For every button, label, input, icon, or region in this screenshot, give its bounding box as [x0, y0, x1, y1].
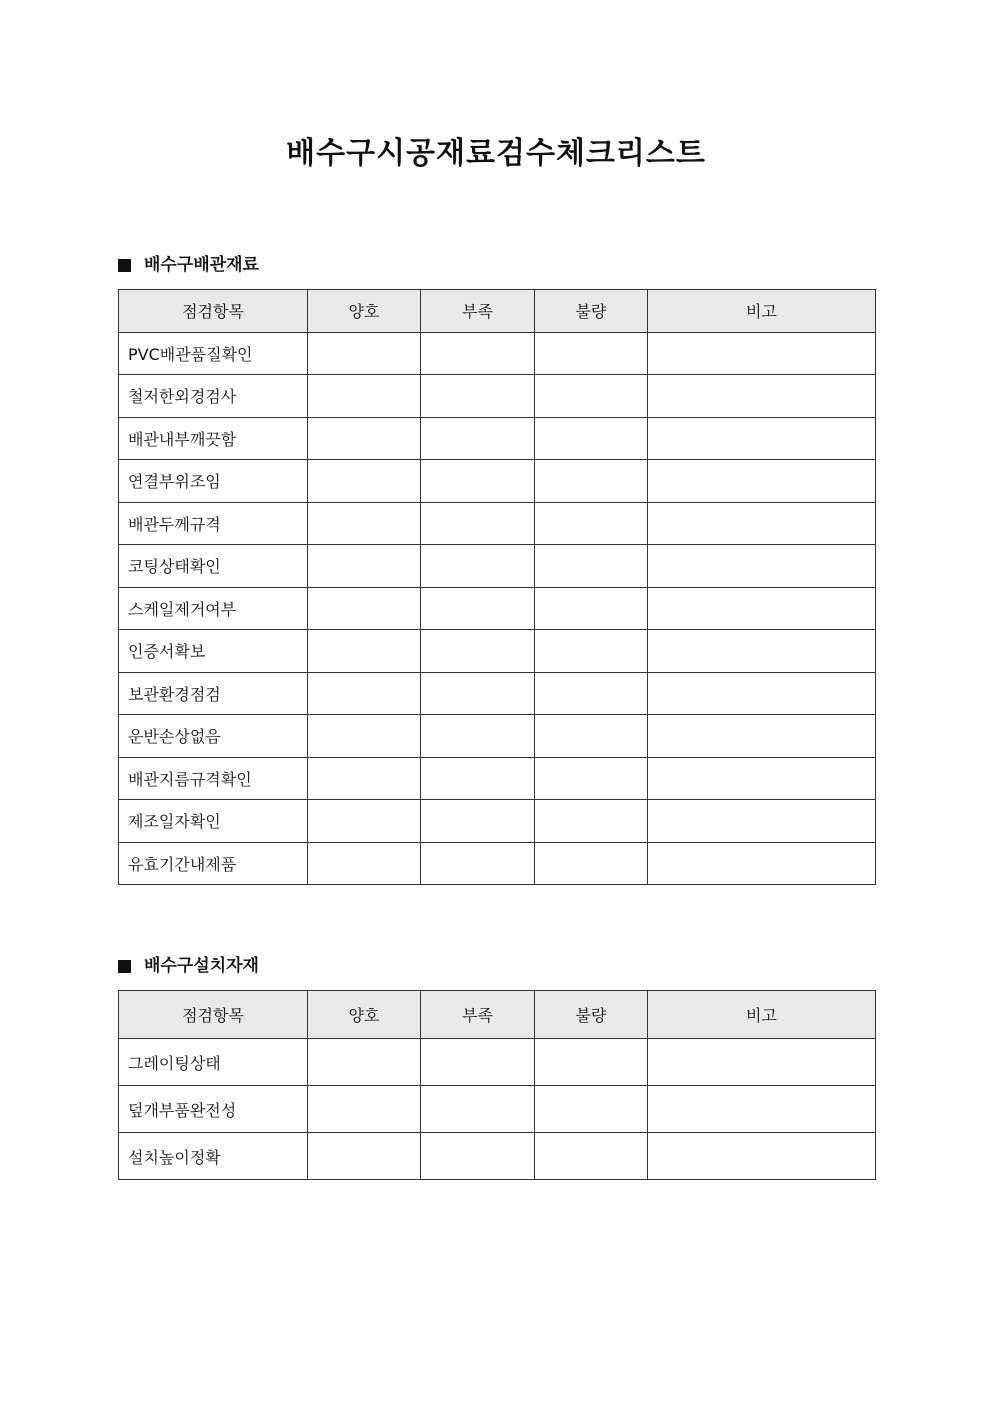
table-row: [119, 630, 876, 673]
short-check-cell[interactable]: [421, 715, 535, 758]
bad-check-cell[interactable]: [535, 1133, 648, 1180]
table-row: [119, 1086, 876, 1133]
column-header-short: 부족: [421, 991, 535, 1039]
checklist-table-drain-fixtures: [118, 990, 876, 1180]
note-cell[interactable]: [648, 332, 876, 375]
table-row: [119, 502, 876, 545]
good-check-cell[interactable]: [308, 672, 421, 715]
section-heading-pipe-materials: [118, 253, 259, 277]
note-cell[interactable]: [648, 1133, 876, 1180]
section-heading-label: 배수구배관재료: [144, 255, 259, 275]
bad-check-cell[interactable]: [535, 460, 648, 503]
bad-check-cell[interactable]: [535, 1039, 648, 1086]
bad-check-cell[interactable]: [535, 417, 648, 460]
note-cell[interactable]: [648, 842, 876, 885]
item-label: 배관두께규격: [119, 502, 308, 545]
short-check-cell[interactable]: [421, 417, 535, 460]
note-cell[interactable]: [648, 1039, 876, 1086]
bad-check-cell[interactable]: [535, 545, 648, 588]
note-cell[interactable]: [648, 587, 876, 630]
item-label: 스케일제거여부: [119, 587, 308, 630]
item-label: PVC배관품질확인: [119, 332, 308, 375]
short-check-cell[interactable]: [421, 460, 535, 503]
table-row: [119, 332, 876, 375]
short-check-cell[interactable]: [421, 545, 535, 588]
item-label: 제조일자확인: [119, 800, 308, 843]
short-check-cell[interactable]: [421, 842, 535, 885]
section-heading-drain-fixtures: [118, 954, 259, 978]
item-label: 코팅상태확인: [119, 545, 308, 588]
table-header-row: [119, 991, 876, 1039]
bad-check-cell[interactable]: [535, 672, 648, 715]
square-bullet-icon: [118, 960, 131, 973]
bad-check-cell[interactable]: [535, 375, 648, 418]
bad-check-cell[interactable]: [535, 842, 648, 885]
table-row: [119, 842, 876, 885]
short-check-cell[interactable]: [421, 672, 535, 715]
note-cell[interactable]: [648, 417, 876, 460]
item-label: 그레이팅상태: [119, 1039, 308, 1086]
short-check-cell[interactable]: [421, 375, 535, 418]
column-header-good: 양호: [308, 290, 421, 333]
section-heading-label: 배수구설치자재: [144, 956, 259, 976]
table-row: [119, 545, 876, 588]
bad-check-cell[interactable]: [535, 630, 648, 673]
table-row: [119, 1133, 876, 1180]
item-label: 연결부위조임: [119, 460, 308, 503]
table-row: [119, 375, 876, 418]
good-check-cell[interactable]: [308, 800, 421, 843]
short-check-cell[interactable]: [421, 1133, 535, 1180]
note-cell[interactable]: [648, 1086, 876, 1133]
table-row: [119, 460, 876, 503]
short-check-cell[interactable]: [421, 630, 535, 673]
page-title: 배수구시공재료검수체크리스트: [286, 136, 706, 171]
good-check-cell[interactable]: [308, 332, 421, 375]
note-cell[interactable]: [648, 375, 876, 418]
table-row: [119, 715, 876, 758]
column-header-note: 비고: [648, 290, 876, 333]
good-check-cell[interactable]: [308, 587, 421, 630]
item-label: 보관환경점검: [119, 672, 308, 715]
table-row: [119, 417, 876, 460]
note-cell[interactable]: [648, 630, 876, 673]
bad-check-cell[interactable]: [535, 587, 648, 630]
note-cell[interactable]: [648, 800, 876, 843]
good-check-cell[interactable]: [308, 842, 421, 885]
good-check-cell[interactable]: [308, 1086, 421, 1133]
bad-check-cell[interactable]: [535, 1086, 648, 1133]
short-check-cell[interactable]: [421, 757, 535, 800]
good-check-cell[interactable]: [308, 502, 421, 545]
column-header-bad: 불량: [535, 290, 648, 333]
checklist-table-pipe-materials: [118, 289, 876, 885]
column-header-good: 양호: [308, 991, 421, 1039]
good-check-cell[interactable]: [308, 460, 421, 503]
table-row: [119, 800, 876, 843]
bad-check-cell[interactable]: [535, 757, 648, 800]
item-label: 운반손상없음: [119, 715, 308, 758]
short-check-cell[interactable]: [421, 502, 535, 545]
short-check-cell[interactable]: [421, 1086, 535, 1133]
column-header-item: 점검항목: [119, 991, 308, 1039]
column-header-note: 비고: [648, 991, 876, 1039]
note-cell[interactable]: [648, 460, 876, 503]
good-check-cell[interactable]: [308, 1133, 421, 1180]
item-label: 덮개부품완전성: [119, 1086, 308, 1133]
bad-check-cell[interactable]: [535, 502, 648, 545]
good-check-cell[interactable]: [308, 375, 421, 418]
note-cell[interactable]: [648, 757, 876, 800]
item-label: 인증서확보: [119, 630, 308, 673]
note-cell[interactable]: [648, 715, 876, 758]
short-check-cell[interactable]: [421, 587, 535, 630]
short-check-cell[interactable]: [421, 332, 535, 375]
item-label: 유효기간내제품: [119, 842, 308, 885]
note-cell[interactable]: [648, 545, 876, 588]
table-header-row: [119, 290, 876, 333]
good-check-cell[interactable]: [308, 630, 421, 673]
square-bullet-icon: [118, 259, 131, 272]
item-label: 철저한외경검사: [119, 375, 308, 418]
item-label: 설치높이정확: [119, 1133, 308, 1180]
good-check-cell[interactable]: [308, 417, 421, 460]
note-cell[interactable]: [648, 502, 876, 545]
column-header-item: 점검항목: [119, 290, 308, 333]
short-check-cell[interactable]: [421, 1039, 535, 1086]
table-row: [119, 672, 876, 715]
note-cell[interactable]: [648, 672, 876, 715]
table-row: [119, 587, 876, 630]
bad-check-cell[interactable]: [535, 332, 648, 375]
bad-check-cell[interactable]: [535, 800, 648, 843]
table-row: [119, 757, 876, 800]
item-label: 배관내부깨끗함: [119, 417, 308, 460]
short-check-cell[interactable]: [421, 800, 535, 843]
bad-check-cell[interactable]: [535, 715, 648, 758]
good-check-cell[interactable]: [308, 545, 421, 588]
item-label: 배관지름규격확인: [119, 757, 308, 800]
good-check-cell[interactable]: [308, 715, 421, 758]
column-header-bad: 불량: [535, 991, 648, 1039]
good-check-cell[interactable]: [308, 1039, 421, 1086]
column-header-short: 부족: [421, 290, 535, 333]
table-row: [119, 1039, 876, 1086]
good-check-cell[interactable]: [308, 757, 421, 800]
